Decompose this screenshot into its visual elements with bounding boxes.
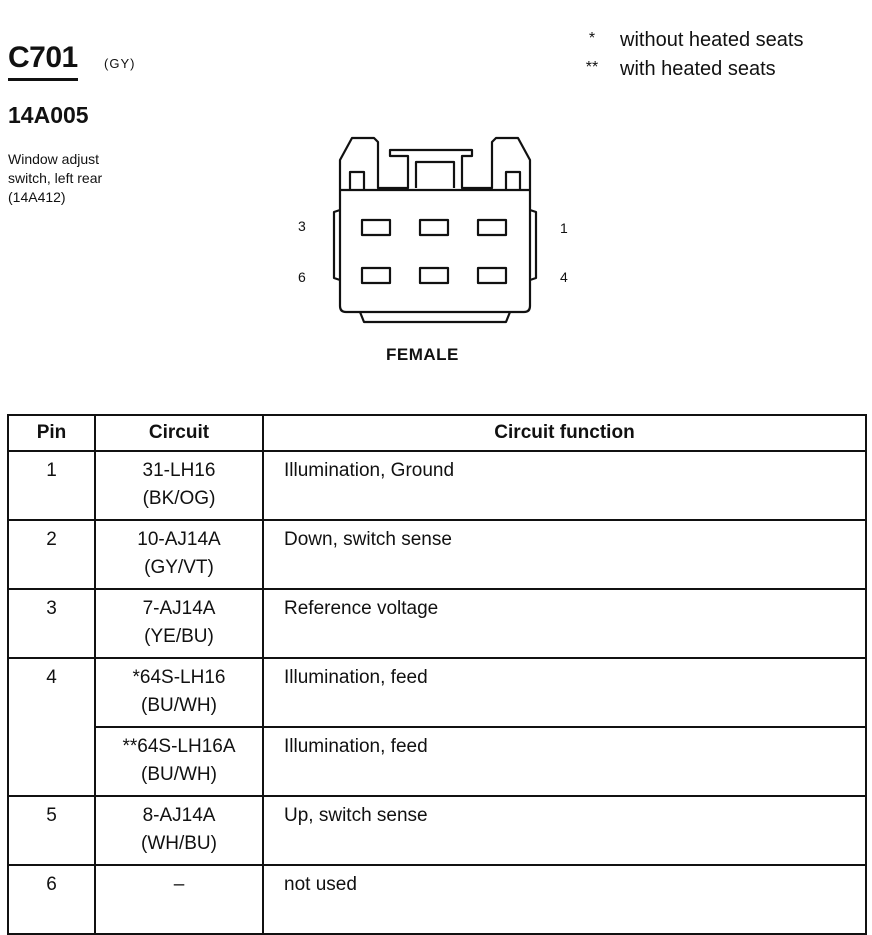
circuit-cell — [95, 520, 263, 589]
table-row — [8, 451, 866, 520]
table-header-row — [8, 415, 866, 451]
table-row — [8, 727, 866, 796]
connector-diagram — [290, 128, 580, 338]
connector-face-drawing — [290, 128, 580, 338]
connector-color-code: (GY) — [104, 56, 136, 71]
component-description: Window adjust switch, left rear (14A412) — [8, 151, 103, 205]
circuit-number: 7-AJ14A — [142, 598, 216, 619]
table-row — [8, 520, 866, 589]
circuit-number: 10-AJ14A — [137, 529, 221, 550]
circuit-number: **64S-LH16A — [122, 736, 236, 757]
legend-text: without heated seats — [620, 29, 804, 51]
circuit-function-cell: not used — [263, 865, 866, 934]
pin-cell: 3 — [8, 589, 95, 658]
pin-cavity-6 — [362, 268, 390, 283]
circuit-cell — [95, 451, 263, 520]
pin-cell: 2 — [8, 520, 95, 589]
pin-label-3: 3 — [298, 218, 306, 234]
connector-id: C701 — [8, 40, 78, 81]
circuit-cell — [95, 796, 263, 865]
pinout-table — [7, 414, 867, 935]
circuit-cell — [95, 589, 263, 658]
pin-cavity-4 — [478, 268, 506, 283]
circuit-number: 31-LH16 — [142, 460, 216, 481]
legend-symbol: ** — [585, 59, 599, 76]
pin-cell: 4 — [8, 658, 95, 796]
pin-cell: 1 — [8, 451, 95, 520]
wire-color: (BU/WH) — [141, 764, 217, 785]
header-circuit: Circuit — [95, 415, 263, 451]
table-row — [8, 589, 866, 658]
circuit-cell — [95, 727, 263, 796]
table-row — [8, 865, 866, 934]
part-number: 14A005 — [8, 102, 89, 128]
pin-label-4: 4 — [560, 269, 568, 285]
circuit-function-cell: Illumination, feed — [263, 658, 866, 727]
pin-cavity-1 — [478, 220, 506, 235]
legend-symbol: * — [588, 30, 596, 47]
wire-color: (WH/BU) — [141, 833, 217, 854]
circuit-number: *64S-LH16 — [132, 667, 226, 688]
pin-cavity-3 — [362, 220, 390, 235]
circuit-function-cell: Reference voltage — [263, 589, 866, 658]
wire-color: (YE/BU) — [144, 626, 214, 647]
pin-cavity-2 — [420, 220, 448, 235]
circuit-number: – — [173, 874, 185, 895]
pin-label-1: 1 — [560, 220, 568, 236]
legend-text: with heated seats — [620, 58, 776, 80]
header-pin: Pin — [8, 415, 95, 451]
pin-label-6: 6 — [298, 269, 306, 285]
circuit-cell — [95, 658, 263, 727]
pin-cell: 5 — [8, 796, 95, 865]
circuit-function-cell: Illumination, feed — [263, 727, 866, 796]
circuit-cell — [95, 865, 263, 934]
table-row — [8, 796, 866, 865]
circuit-number: 8-AJ14A — [142, 805, 216, 826]
table-row — [8, 658, 866, 727]
circuit-function-cell: Up, switch sense — [263, 796, 866, 865]
wire-color: (BK/OG) — [142, 488, 216, 509]
header-circuit-function: Circuit function — [263, 415, 866, 451]
wire-color: (BU/WH) — [141, 695, 217, 716]
connector-view-label: FEMALE — [386, 345, 459, 364]
circuit-function-cell: Down, switch sense — [263, 520, 866, 589]
pin-cell: 6 — [8, 865, 95, 934]
pin-cavity-5 — [420, 268, 448, 283]
circuit-function-cell: Illumination, Ground — [263, 451, 866, 520]
wire-color: (GY/VT) — [144, 557, 214, 578]
